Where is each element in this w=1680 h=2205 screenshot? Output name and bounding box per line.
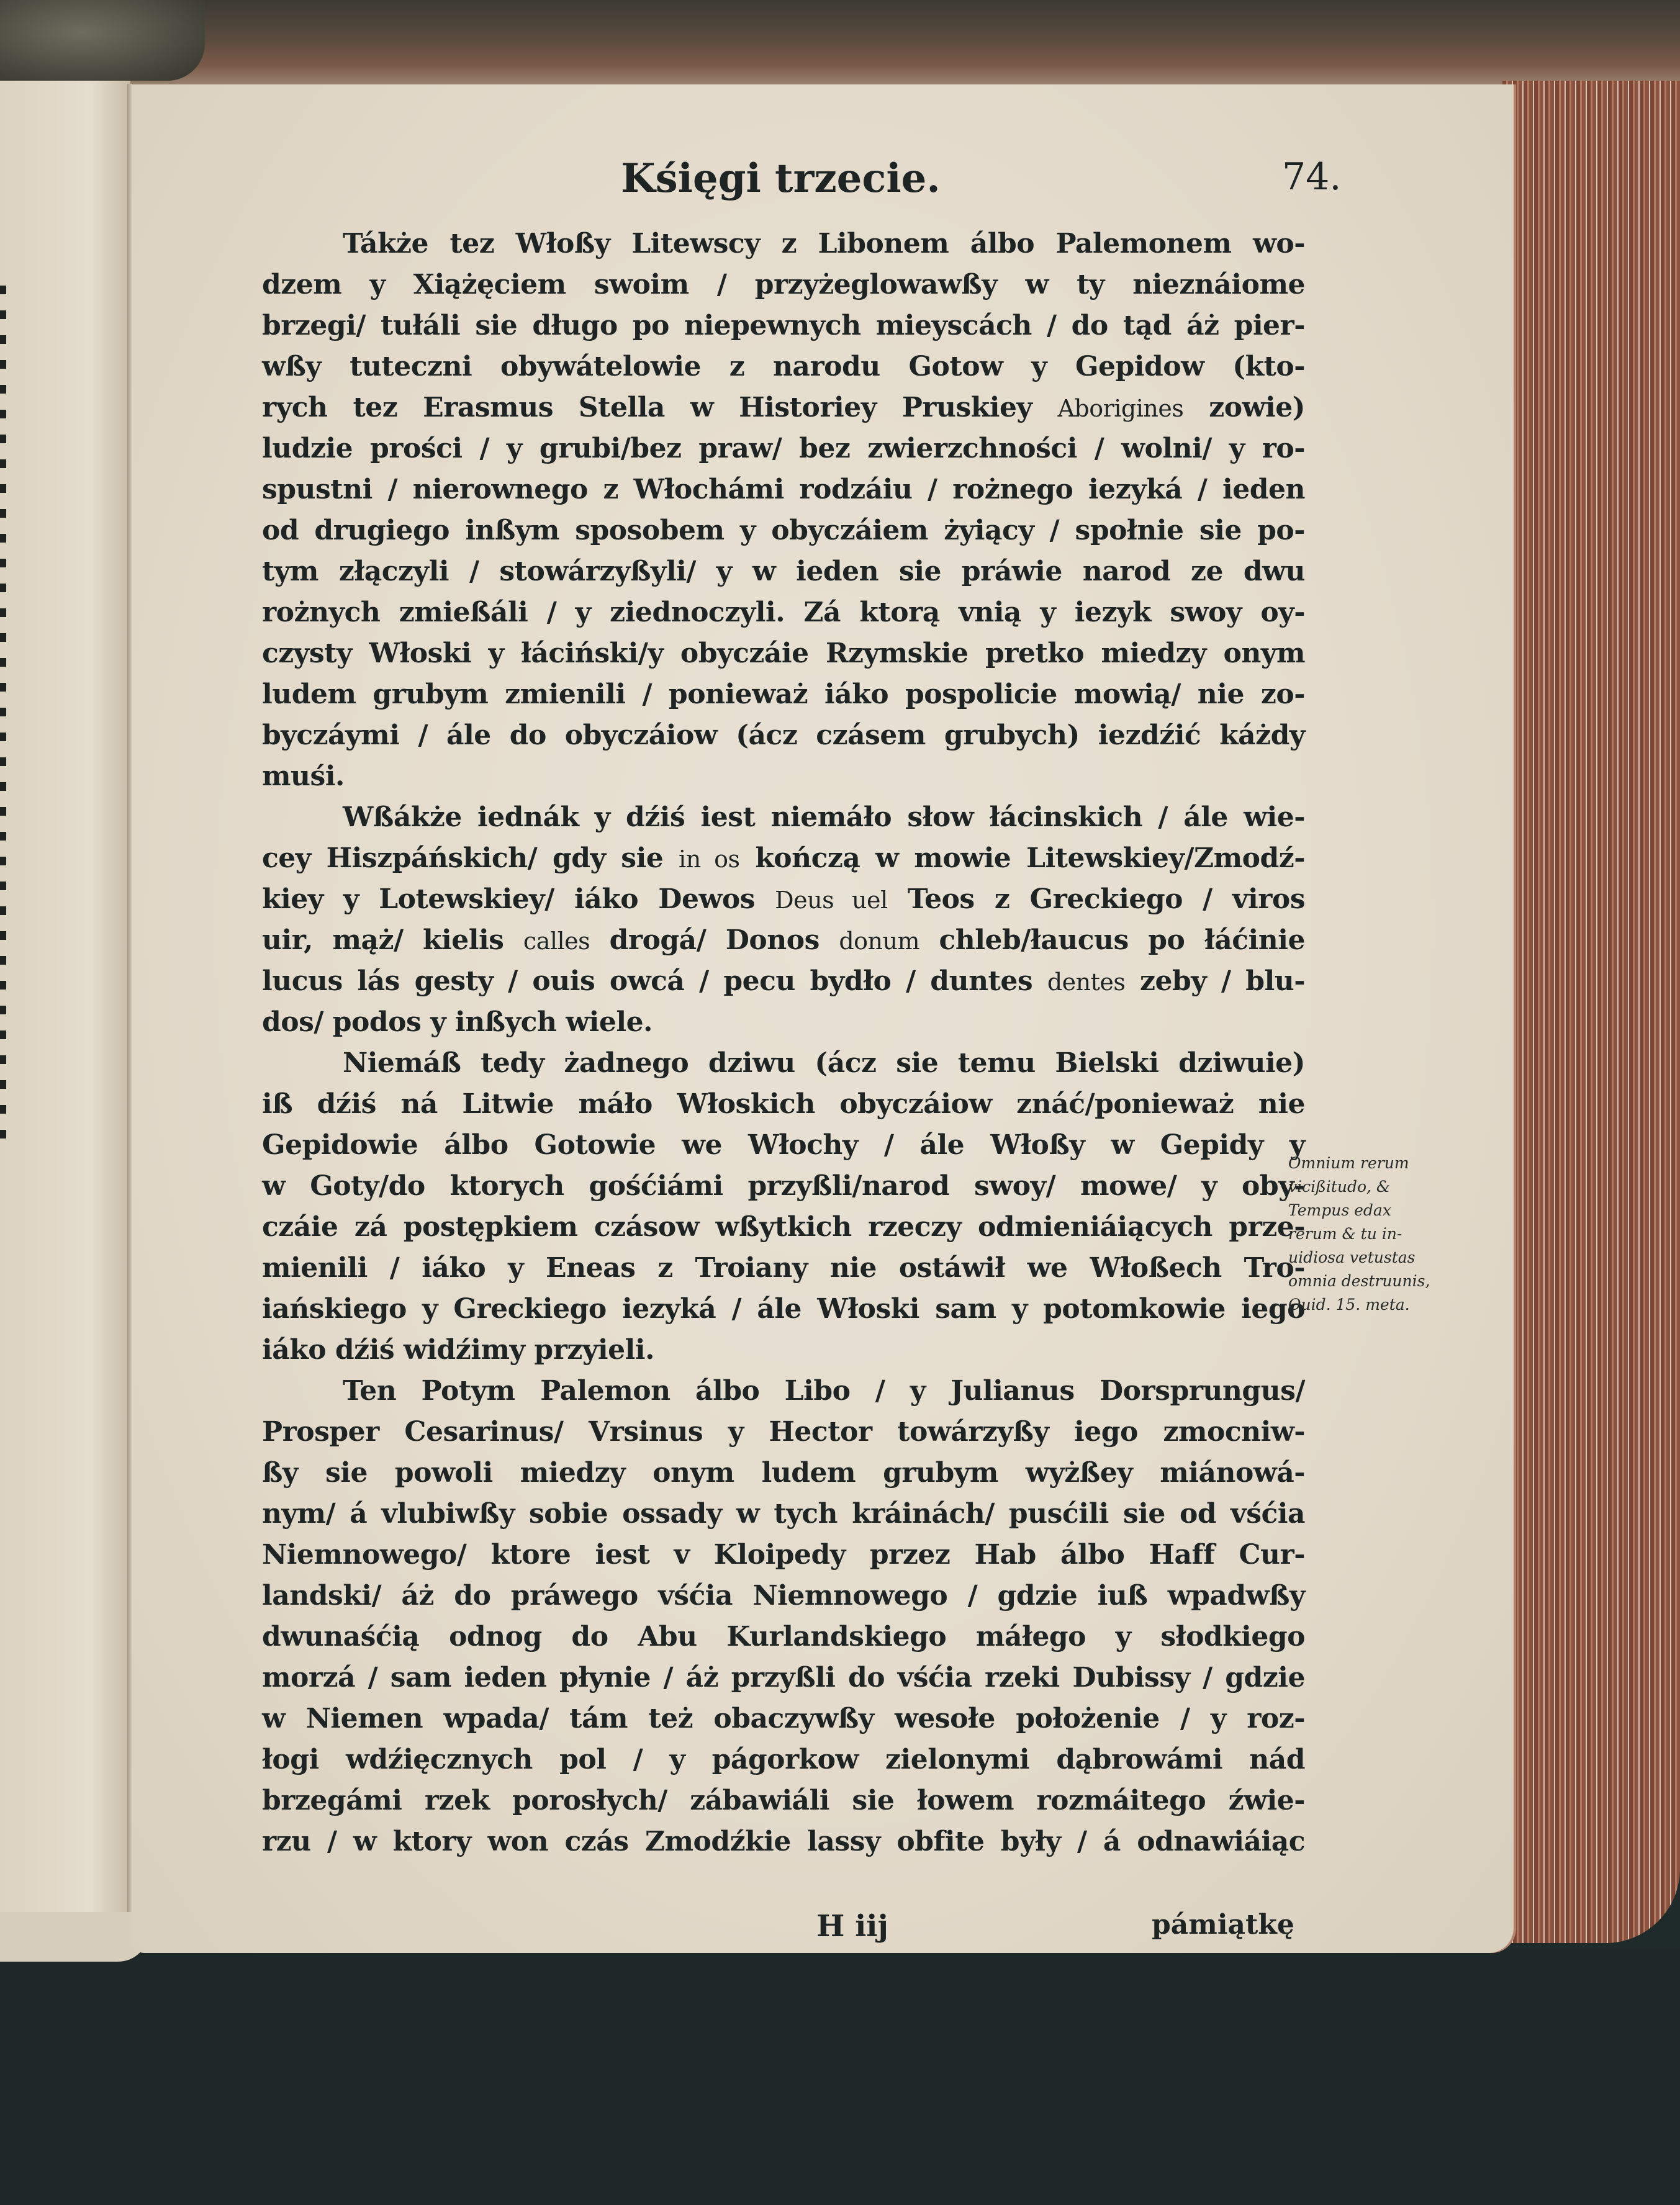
line-text-continued: zowie): [1209, 392, 1306, 423]
text-line: [262, 838, 1305, 879]
marginal-note-line: Omnium rerum: [1288, 1154, 1409, 1172]
marginal-note-line: uidiosa vetustas: [1288, 1248, 1416, 1266]
line-text: iańskiego y Greckiego iezyká / ále Włoski sam y potomkowie iego: [262, 1293, 1305, 1325]
line-text: spustni / nierownego z Włochámi rodzáiu / rożnego iezyká / ieden: [262, 474, 1305, 505]
text-line: [262, 510, 1305, 551]
line-text-continued: Teos z Greckiego / viros: [907, 883, 1306, 915]
line-text: uir, mąż/ kielis: [262, 924, 504, 956]
background-dark: [0, 1949, 1680, 2205]
left-page-bottom: [0, 1912, 149, 1962]
line-text: Niemáß tedy żadnego dziwu (ácz sie temu Bielski dziwuie): [343, 1047, 1305, 1079]
text-line: [262, 387, 1305, 428]
text-line: [262, 1535, 1305, 1576]
line-text: kiey y Lotewskiey/ iáko Dewos: [262, 883, 755, 915]
text-line: [262, 1739, 1305, 1780]
line-text: w Niemen wpada/ tám też obaczywßy wesołe położenie / y roz-: [262, 1703, 1305, 1734]
line-text-continued: chleb/łaucus po łáćinie: [939, 924, 1305, 956]
latin-gloss: calles: [523, 927, 590, 955]
line-text: dzem y Xiążęciem swoim / przyżeglowawßy w ty nieznáiome: [262, 269, 1305, 300]
book-top-edge: [0, 0, 1680, 87]
marginal-note-line: Tempus edax: [1288, 1201, 1391, 1219]
line-text: rych tez Erasmus Stella w Historiey Pruskiey: [262, 392, 1032, 423]
line-text: ludzie prości / y grubi/bez praw/ bez zwierzchności / wolni/ y ro-: [262, 433, 1305, 464]
text-line: [262, 305, 1305, 346]
line-text: od drugiego inßym sposobem y obyczáiem żyiący / społnie sie po-: [262, 515, 1305, 546]
line-text-continued: zeby / blu-: [1140, 965, 1305, 997]
line-text: łogi wdźięcznych pol / y págorkow zielonymi dąbrowámi nád: [262, 1744, 1305, 1775]
marginal-note-line: omnia destruunis,: [1288, 1272, 1430, 1290]
marginal-note-line: vicißitudo, &: [1288, 1178, 1391, 1196]
text-line: [262, 592, 1305, 633]
line-text: Gepidowie álbo Gotowie we Włochy / ále Włoßy w Gepidy y: [262, 1129, 1305, 1161]
line-text: tym złączyli / stowárzyßyli/ y w ieden sie práwie narod ze dwu: [262, 556, 1305, 587]
line-text: ßy sie powoli miedzy onym ludem grubym wyżßey miánowá-: [262, 1457, 1305, 1489]
line-text: lucus lás gesty / ouis owcá / pecu bydło / duntes: [262, 965, 1033, 997]
line-text: brzegámi rzek porosłych/ zábawiáli sie łowem rozmáitego źwie-: [262, 1785, 1305, 1816]
text-line: [262, 469, 1305, 510]
line-text: czáie zá postępkiem czásow wßytkich rzeczy odmieniáiących prze-: [262, 1211, 1305, 1243]
text-line: [262, 1821, 1305, 1862]
book-binding: [0, 0, 205, 81]
text-line: [262, 674, 1305, 715]
text-line: [262, 223, 1305, 264]
text-line: [262, 1494, 1305, 1535]
text-line: [262, 1125, 1305, 1166]
line-text: w Goty/do ktorych gośćiámi przyßli/narod swoy/ mowe/ y oby-: [262, 1170, 1305, 1202]
catchword: pámiątkę: [1152, 1909, 1294, 1941]
line-text: mienili / iáko y Eneas z Troiany nie ostáwił we Włoßech Tro-: [262, 1252, 1305, 1284]
marginal-note-line: Ouid. 15. meta.: [1288, 1296, 1410, 1314]
text-line: [262, 1780, 1305, 1821]
line-text: iáko dźiś widźimy przyieli.: [262, 1334, 654, 1366]
text-line: [262, 1330, 1305, 1371]
text-line: [262, 633, 1305, 674]
left-page-text-edge: [0, 286, 6, 1155]
line-text: morzá / sam ieden płynie / áż przyßli do vśćia rzeki Dubissy / gdzie: [262, 1662, 1305, 1693]
line-text: Prosper Cesarinus/ Vrsinus y Hector towárzyßy iego zmocniw-: [262, 1416, 1305, 1448]
line-text: brzegi/ tułáli sie długo po niepewnych mieyscách / do tąd áż pier-: [262, 310, 1305, 341]
line-text: byczáymi / ále do obyczáiow (ácz czásem grubych) iezdźić káżdy: [262, 719, 1305, 751]
text-line: [262, 1371, 1305, 1412]
text-line: [262, 715, 1305, 756]
text-line: [262, 1576, 1305, 1617]
text-line: [262, 1289, 1305, 1330]
line-text: muśi.: [262, 760, 345, 792]
line-text: Niemnowego/ ktore iest v Kloipedy przez Hab álbo Haff Cur-: [262, 1539, 1305, 1571]
line-text: Ten Potym Palemon álbo Libo / y Julianus Dorsprungus/: [343, 1375, 1305, 1407]
line-text: dwunaśćią odnog do Abu Kurlandskiego máłego y słodkiego: [262, 1621, 1305, 1653]
text-line: [262, 920, 1305, 961]
folio-number: 74.: [1282, 155, 1342, 199]
latin-gloss: in os: [679, 845, 740, 873]
text-line: [262, 1207, 1305, 1248]
body-text: [262, 223, 1305, 1862]
text-line: [262, 1084, 1305, 1125]
line-text: ludem grubym zmienili / ponieważ iáko pospolicie mowią/ nie zo-: [262, 679, 1305, 710]
text-line: [262, 1043, 1305, 1084]
text-line: [262, 756, 1305, 797]
text-line: [262, 346, 1305, 387]
line-text: iß dźiś ná Litwie máło Włoskich obyczáiow znáć/ponieważ nie: [262, 1088, 1305, 1120]
line-text-continued: drogá/ Donos: [609, 924, 820, 956]
line-text-continued: kończą w mowie Litewskiey/Zmodź-: [755, 842, 1305, 874]
text-line: [262, 264, 1305, 305]
line-text: Wßákże iednák y dźiś iest niemáło słow łácinskich / ále wie-: [343, 801, 1305, 833]
signature-mark: H iij: [816, 1909, 888, 1944]
line-text: wßy tuteczni obywátelowie z narodu Gotow y Gepidow (kto-: [262, 351, 1305, 382]
marginal-note-line: rerum & tu in-: [1288, 1225, 1402, 1243]
text-line: [262, 797, 1305, 838]
line-text: dos/ podos y inßych wiele.: [262, 1006, 653, 1038]
text-line: [262, 428, 1305, 469]
latin-gloss: Deus uel: [775, 886, 888, 914]
marginal-note: [1288, 1152, 1437, 1317]
text-line: [262, 1166, 1305, 1207]
line-text: rzu / w ktory won czás Zmodźkie lassy obfite były / á odnawiáiąc: [262, 1826, 1305, 1857]
text-line: [262, 551, 1305, 592]
text-line: [262, 1657, 1305, 1698]
text-line: [262, 1248, 1305, 1289]
line-text: landski/ áż do práwego vśćia Niemnowego / gdzie iuß wpadwßy: [262, 1580, 1305, 1612]
text-line: [262, 1617, 1305, 1657]
running-head: Kśięgi trzecie.: [621, 155, 941, 202]
text-line: [262, 879, 1305, 920]
text-line: [262, 1002, 1305, 1043]
latin-gloss: donum: [839, 927, 919, 955]
line-text: Tákże tez Włoßy Litewscy z Libonem álbo Palemonem wo-: [343, 228, 1305, 259]
line-text: nym/ á vlubiwßy sobie ossady w tych kráinách/ pusćili sie od vśćia: [262, 1498, 1305, 1530]
latin-gloss: dentes: [1047, 968, 1126, 996]
text-line: [262, 961, 1305, 1002]
line-text: czysty Włoski y łáciński/y obyczáie Rzymskie pretko miedzy onym: [262, 638, 1305, 669]
page-edges-stack: [1502, 81, 1680, 1943]
latin-gloss: Aborigines: [1057, 395, 1184, 422]
text-line: [262, 1698, 1305, 1739]
text-line: [262, 1412, 1305, 1453]
line-text: cey Hiszpáńskich/ gdy sie: [262, 842, 664, 874]
line-text: rożnych zmießáli / y ziednoczyli. Zá ktorą vnią y iezyk swoy oy-: [262, 597, 1305, 628]
text-line: [262, 1453, 1305, 1494]
facing-left-page: [0, 81, 130, 1912]
